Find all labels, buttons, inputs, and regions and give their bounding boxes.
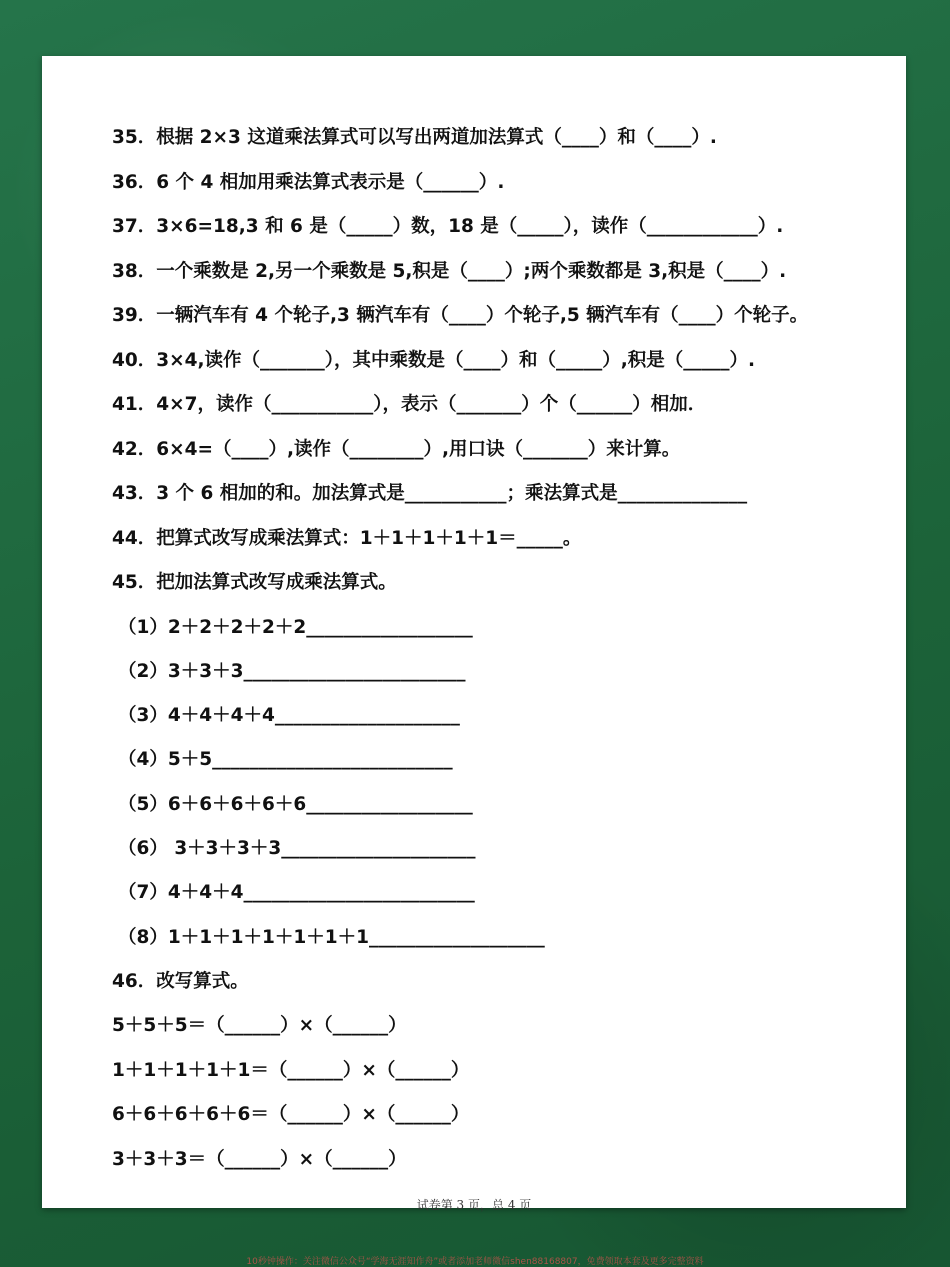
question-38: 38．一个乘数是 2,另一个乘数是 5,积是（____）;两个乘数都是 3,积是（____）. [112, 260, 787, 282]
question-list [112, 116, 866, 1182]
question-44: 44．把算式改写成乘法算式：1＋1＋1＋1＋1＝_____。 [112, 527, 582, 549]
q45-item-8: （8）1＋1＋1＋1＋1＋1＋1___________________ [118, 926, 545, 948]
q45-item-3: （3）4＋4＋4＋4____________________ [118, 705, 460, 727]
q46-item-2: 1＋1＋1＋1＋1＝（______）×（______） [112, 1059, 470, 1081]
question-42: 42．6×4=（____）,读作（________）,用口诀（_______）来计算。 [112, 438, 681, 460]
question-36: 36．6 个 4 相加用乘法算式表示是（______）. [112, 171, 505, 193]
question-37: 37．3×6=18,3 和 6 是（_____）数，18 是（_____），读作（____________）. [112, 216, 784, 237]
promo-watermark: 10秒钟操作：关注微信公众号“学海无涯知作舟”或者添加老师微信shen88168807，免费领取本套及更多完整资料 [246, 1257, 704, 1267]
q46-item-1: 5＋5＋5＝（______）×（______） [112, 1015, 407, 1037]
question-45: 45．把加法算式改写成乘法算式。 [112, 572, 397, 593]
q46-item-4: 3＋3＋3＝（______）×（______） [112, 1148, 407, 1170]
q46-item-3: 6＋6＋6＋6＋6＝（______）×（______） [112, 1104, 470, 1126]
q45-item-1: （1）2＋2＋2＋2＋2__________________ [118, 616, 473, 638]
question-35: 35．根据 2×3 这道乘法算式可以写出两道加法算式（____）和（____）. [112, 127, 717, 148]
question-40: 40．3×4,读作（_______），其中乘数是（____）和（_____）,积是（_____）. [112, 349, 756, 371]
q45-item-5: （5）6＋6＋6＋6＋6__________________ [118, 793, 473, 815]
page-footer: 试卷第 3 页，总 4 页 [416, 1198, 532, 1212]
question-46: 46．改写算式。 [112, 970, 249, 992]
exam-paper [42, 56, 906, 1212]
question-43: 43．3 个 6 相加的和。加法算式是___________；乘法算式是______________ [112, 483, 748, 504]
question-41: 41．4×7，读作（___________），表示（_______）个（______）相加． [112, 394, 707, 415]
q45-item-6: （6） 3＋3＋3＋3_____________________ [118, 837, 476, 859]
q45-item-7: （7）4＋4＋4_________________________ [118, 882, 475, 904]
q45-item-4: （4）5＋5__________________________ [118, 749, 453, 771]
q45-item-2: （2）3＋3＋3________________________ [118, 660, 466, 682]
question-39: 39．一辆汽车有 4 个轮子,3 辆汽车有（____）个轮子,5 辆汽车有（____）个轮子。 [112, 305, 809, 326]
